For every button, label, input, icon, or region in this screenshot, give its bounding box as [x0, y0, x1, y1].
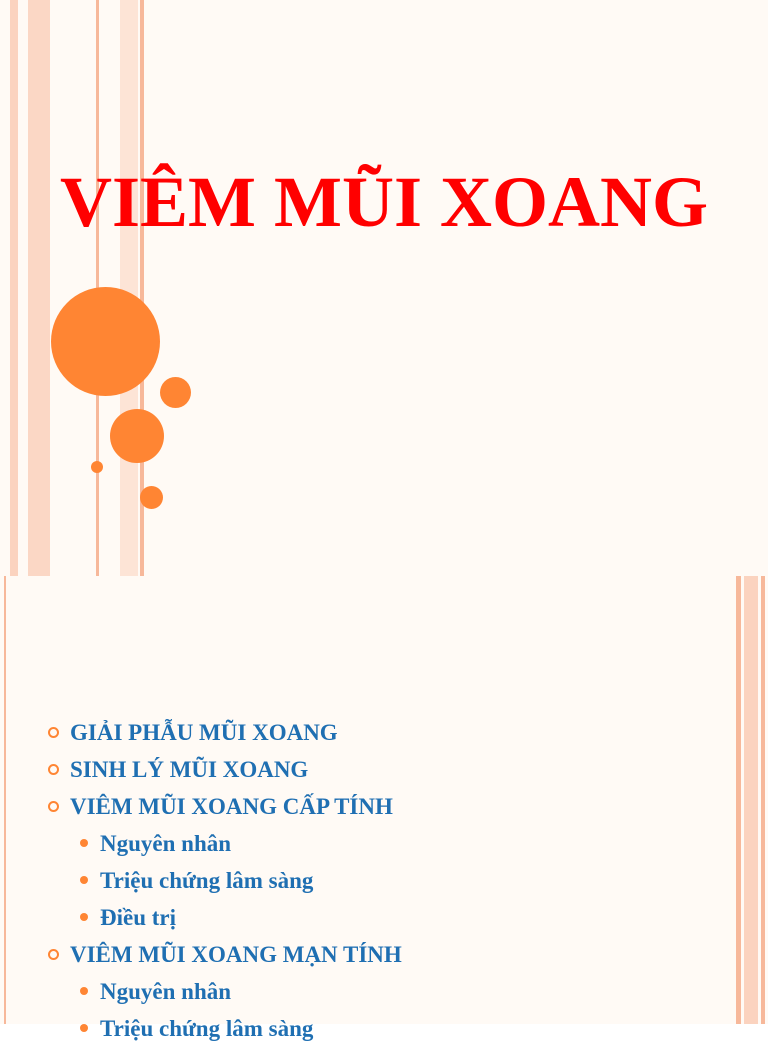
outline-heading [46, 936, 746, 973]
outline-subitem [46, 825, 746, 862]
ring-bullet-icon [48, 949, 59, 960]
outline-heading [46, 788, 746, 825]
outline-subitem [46, 973, 746, 1010]
outline-text: SINH LÝ MŨI XOANG [70, 757, 309, 782]
decor-stripe [10, 0, 18, 576]
outline-text: Nguyên nhân [100, 979, 232, 1004]
decor-stripe [28, 0, 50, 576]
decor-circle [160, 377, 191, 408]
dot-bullet-icon [80, 1024, 88, 1032]
decor-circle-small [140, 486, 163, 509]
slide-title: VIÊM MŨI XOANG [60, 162, 708, 242]
outline-list [46, 714, 746, 1047]
outline-heading [46, 714, 746, 751]
outline-subitem [46, 1010, 746, 1047]
decor-stripe [761, 576, 765, 1024]
outline-heading [46, 751, 746, 788]
ring-bullet-icon [48, 764, 59, 775]
dot-bullet-icon [80, 876, 88, 884]
outline-subitem [46, 899, 746, 936]
outline-text: Nguyên nhân [100, 831, 232, 856]
outline-text: VIÊM MŨI XOANG CẤP TÍNH [70, 794, 393, 819]
decor-stripe [744, 576, 758, 1024]
outline-text: Điều trị [100, 905, 177, 930]
outline-text: GIẢI PHẪU MŨI XOANG [70, 720, 338, 745]
decor-stripe [120, 0, 138, 576]
decor-circle-large [51, 287, 160, 396]
decor-circle-tiny [91, 461, 103, 473]
dot-bullet-icon [80, 913, 88, 921]
dot-bullet-icon [80, 987, 88, 995]
outline-text: Triệu chứng lâm sàng [100, 868, 314, 893]
dot-bullet-icon [80, 839, 88, 847]
outline-text: VIÊM MŨI XOANG MẠN TÍNH [70, 942, 402, 967]
decor-stripe [4, 576, 6, 1024]
ring-bullet-icon [48, 727, 59, 738]
decor-circle [110, 409, 164, 463]
ring-bullet-icon [48, 801, 59, 812]
outline-subitem [46, 862, 746, 899]
outline-text: Triệu chứng lâm sàng [100, 1016, 314, 1041]
